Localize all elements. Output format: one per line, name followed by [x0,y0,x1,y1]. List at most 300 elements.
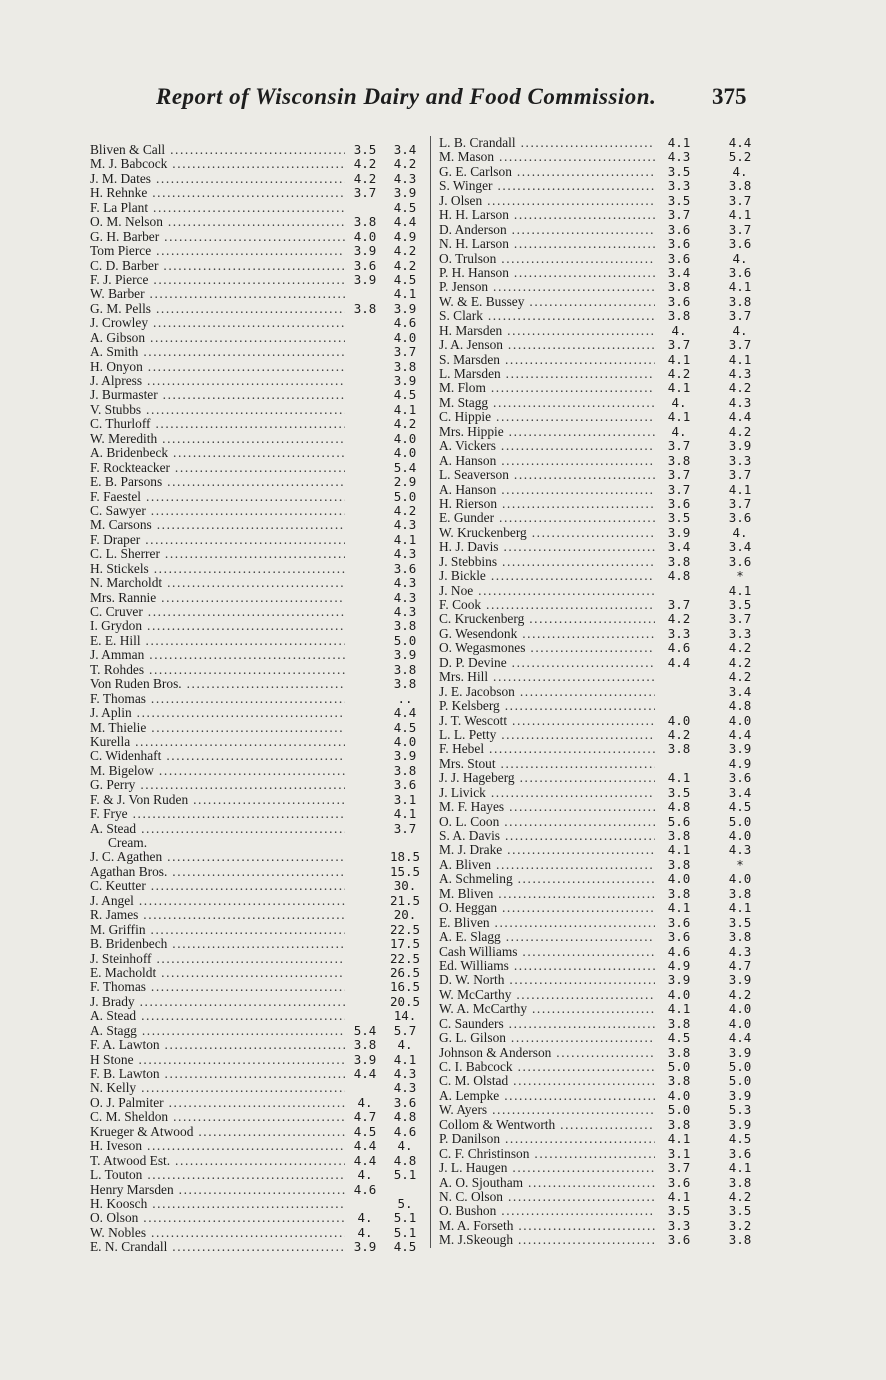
table-row [431,916,781,930]
table-row [90,157,436,171]
test-value-second: 4.1 [386,1053,424,1067]
test-value-second: 4.0 [728,828,752,843]
patron-name: Kurella ..... [90,735,345,749]
page-number: 375 [712,84,747,109]
patron-name: S. Marsden ..... [439,353,655,367]
patron-name: H. Stickels ..... [90,562,345,576]
test-value-second: 4.2 [728,669,752,685]
test-value-second: 4. [732,250,748,266]
test-value-first: 4.4 [348,1154,382,1168]
test-value-second: 5.1 [386,1226,424,1240]
patron-name: C. Widenhaft ..... [90,749,345,763]
test-value-second: 4.2 [728,986,752,1002]
test-value-second: 3.3 [728,625,752,641]
test-value-first: 4.6 [657,641,701,655]
table-row [90,908,436,922]
table-row [431,930,781,944]
test-value-second: 5. [386,1197,424,1211]
patron-name: F. La Plant ..... [90,201,345,215]
patron-name: J. Crowley ..... [90,316,345,330]
table-row [90,1053,436,1067]
table-row [431,714,781,728]
test-value-second: 4.3 [728,842,752,858]
test-value-second: 3.7 [728,308,752,324]
table-row [431,699,781,713]
test-value-second: 4.1 [386,287,424,301]
test-value-first: 3.8 [348,302,382,316]
table-row [431,1161,781,1175]
table-row [431,179,781,193]
table-row [90,952,436,966]
patron-name: Mrs. Stout ..... [439,757,655,771]
patron-name: J. Amman ..... [90,648,345,662]
test-value-first: 4.6 [348,1183,382,1197]
patron-name: G. H. Barber ..... [90,230,345,244]
test-value-second: 3.9 [728,1087,752,1103]
test-value-first: 3.6 [657,223,701,237]
patron-name: P. Kelsberg ..... [439,699,655,713]
test-value-first: 3.6 [657,295,701,309]
table-row [90,1024,436,1038]
patron-name: D. Anderson ..... [439,223,655,237]
test-value-second: 5.4 [386,461,424,475]
patron-name: P. Danilson ..... [439,1132,655,1146]
test-value-first: 4.2 [348,157,382,171]
test-value-first: 4.2 [348,172,382,186]
table-row [90,576,436,590]
test-value-second: 4.5 [386,721,424,735]
test-value-second: 17.5 [386,937,424,951]
test-value-second: 3.6 [728,510,752,526]
patron-name: W. & E. Bussey ..... [439,295,655,309]
patron-name: H. Koosch ..... [90,1197,345,1211]
patron-name: Tom Pierce ..... [90,244,345,258]
test-value-first: 4.1 [657,353,701,367]
test-value-second: 4.1 [728,582,752,598]
right-column-table [430,136,781,1248]
test-value-first: 4.2 [657,728,701,742]
test-value-second: 4.6 [386,1125,424,1139]
test-value-second: 4.5 [728,1131,752,1147]
test-value-second: 21.5 [386,894,424,908]
test-value-first: 3.4 [657,266,701,280]
patron-name: S. Clark ..... [439,309,655,323]
patron-name: C. I. Babcock ..... [439,1060,655,1074]
test-value-second: 4.5 [386,273,424,287]
table-row [90,793,436,807]
test-value-second: 4.2 [386,157,424,171]
test-value-second: 4.4 [386,215,424,229]
table-row [90,388,436,402]
table-row [431,425,781,439]
test-value-first: 4.0 [657,714,701,728]
table-row [431,901,781,915]
patron-name: A. Schmeling ..... [439,872,655,886]
test-value-second: 4.1 [386,403,424,417]
patron-name: Mrs. Rannie ..... [90,591,345,605]
table-row [431,641,781,655]
table-row [90,143,436,157]
table-row [431,1118,781,1132]
test-value-first: 3.6 [657,930,701,944]
test-value-second: 3.7 [728,611,752,627]
table-row [431,742,781,756]
patron-name: H. Iveson ..... [90,1139,345,1153]
test-value-first: 3.8 [657,280,701,294]
test-value-second: 4.4 [728,726,752,742]
patron-name: J. Livick ..... [439,786,655,800]
test-value-second: 3.6 [386,562,424,576]
table-row [431,555,781,569]
patron-name: G. L. Gilson ..... [439,1031,655,1045]
table-row [90,980,436,994]
test-value-first: 4.1 [657,1132,701,1146]
patron-name: M. Stagg ..... [439,396,655,410]
test-value-second: 3.8 [386,663,424,677]
test-value-second: 4.1 [728,351,752,367]
test-value-second: 4.0 [728,1015,752,1031]
test-value-first: 4.3 [657,150,701,164]
table-row [431,757,781,771]
test-value-second: 5.1 [386,1211,424,1225]
patron-name: W. Barber ..... [90,287,345,301]
test-value-first: 4. [348,1096,382,1110]
test-value-second: 3.6 [386,778,424,792]
patron-name: Von Ruden Bros. ..... [90,677,345,691]
patron-name: J. Bickle ..... [439,569,655,583]
test-value-second: 5.1 [386,1168,424,1182]
test-value-first: 3.5 [657,1204,701,1218]
table-row [431,280,781,294]
patron-name: Collom & Wentworth ..... [439,1118,655,1132]
table-row [431,887,781,901]
table-row [90,735,436,749]
test-value-second: 3.8 [728,885,752,901]
patron-name: F. Faestel ..... [90,490,345,504]
test-value-second: 4.2 [386,504,424,518]
test-value-second: 3.7 [728,467,752,483]
patron-name: A. O. Sjoutham ..... [439,1176,655,1190]
table-row [90,446,436,460]
patron-name: Ed. Williams ..... [439,959,655,973]
test-value-second: 3.9 [386,186,424,200]
test-value-first: 4.8 [657,569,701,583]
test-value-second: 4.0 [386,331,424,345]
running-header-title: Report of Wisconsin Dairy and Food Commission. [156,84,657,109]
table-row [431,800,781,814]
table-row [431,815,781,829]
test-value-second: 4.2 [728,640,752,656]
test-value-first: 4.7 [348,1110,382,1124]
table-row [431,454,781,468]
test-value-first: 4.0 [657,872,701,886]
patron-name: F. A. Lawton ..... [90,1038,345,1052]
test-value-second: 3.4 [728,683,752,699]
test-value-first: 3.9 [348,1240,382,1254]
patron-name: J. Burmaster ..... [90,388,345,402]
test-value-first: 4. [657,425,701,439]
test-value-first: 3.8 [657,555,701,569]
table-row [431,1219,781,1233]
patron-name: M. Mason ..... [439,150,655,164]
table-row [431,858,781,872]
test-value-first: 4.2 [657,612,701,626]
patron-name: P. Jenson ..... [439,280,655,294]
test-value-first: 5.0 [657,1103,701,1117]
test-value-second: 3.6 [728,264,752,280]
test-value-second: 3.8 [728,1232,752,1248]
test-value-second: 3.9 [386,749,424,763]
table-row [90,634,436,648]
table-row [431,136,781,150]
patron-name: C. Sawyer ..... [90,504,345,518]
test-value-second: 15.5 [386,865,424,879]
test-value-second: 3.9 [728,741,752,757]
patron-name: E. E. Hill ..... [90,634,345,648]
test-value-second: 4.1 [728,207,752,223]
patron-name: N. C. Olson ..... [439,1190,655,1204]
test-value-second: 4.8 [386,1154,424,1168]
table-row [90,1009,436,1023]
test-value-second: 26.5 [386,966,424,980]
table-row [90,591,436,605]
table-row [90,995,436,1009]
test-value-second: 3.9 [386,648,424,662]
test-value-second: 3.5 [728,914,752,930]
test-value-second: 5.0 [386,634,424,648]
test-value-first: 3.8 [657,1017,701,1031]
table-row [431,1002,781,1016]
test-value-first: 4.0 [348,230,382,244]
patron-name: Agathan Bros. ..... [90,865,345,879]
patron-name: J. Angel ..... [90,894,345,908]
test-value-second: 3.6 [728,553,752,569]
table-row [431,381,781,395]
test-value-second: 4.1 [728,900,752,916]
patron-name: A. Stead ..... [90,822,345,836]
table-row [90,937,436,951]
patron-name: J. C. Agathen ..... [90,850,345,864]
table-row [90,461,436,475]
patron-name: Henry Marsden ..... [90,1183,345,1197]
table-row [90,360,436,374]
table-row [90,316,436,330]
test-value-second: 4.8 [386,1110,424,1124]
test-value-second: 5.3 [728,1102,752,1118]
table-row [90,1154,436,1168]
table-row [431,483,781,497]
table-row [90,865,436,879]
test-value-first: 4.4 [657,656,701,670]
patron-name: G. Perry ..... [90,778,345,792]
table-row [431,1103,781,1117]
test-value-second: 3.9 [728,438,752,454]
test-value-second: 4.0 [728,712,752,728]
table-row [90,1081,436,1095]
table-row [431,829,781,843]
table-row [90,1197,436,1211]
test-value-first: 4.6 [657,945,701,959]
table-row [431,598,781,612]
table-row [431,988,781,1002]
table-row [431,150,781,164]
test-value-second: 4. [386,1038,424,1052]
table-row [431,685,781,699]
table-row [431,367,781,381]
test-value-first: 4.0 [657,988,701,1002]
patron-name: O. Bushon ..... [439,1204,655,1218]
test-value-first: 3.5 [348,143,382,157]
patron-name: C. Thurloff ..... [90,417,345,431]
test-value-second: 4.7 [728,957,752,973]
patron-name: E. Bliven ..... [439,916,655,930]
test-value-second: 3.8 [386,619,424,633]
table-row [90,215,436,229]
test-value-second: 5.0 [728,1073,752,1089]
table-row [431,309,781,323]
patron-name: O. Olson ..... [90,1211,345,1225]
test-value-second: 4.5 [386,201,424,215]
test-value-first: 4. [348,1226,382,1240]
table-row [90,302,436,316]
test-value-second: 3.9 [728,972,752,988]
test-value-first: 5.0 [657,1060,701,1074]
test-value-first: 3.5 [657,194,701,208]
test-value-first: 3.8 [657,887,701,901]
patron-name: W. McCarthy ..... [439,988,655,1002]
test-value-first: 4.1 [657,136,701,150]
test-value-first: 4.4 [348,1139,382,1153]
table-row [90,172,436,186]
test-value-first: 3.6 [348,259,382,273]
table-row [90,822,436,836]
table-row [90,764,436,778]
patron-name: H. Marsden ..... [439,324,655,338]
test-value-first: 4.1 [657,771,701,785]
test-value-first: 3.8 [657,858,701,872]
patron-name: Mrs. Hippie ..... [439,425,655,439]
test-value-second: 3.7 [728,337,752,353]
patron-name: O. Wegasmones ..... [439,641,655,655]
table-row [431,1233,781,1247]
test-value-second: 4.5 [728,799,752,815]
test-value-first: 4.0 [657,1089,701,1103]
patron-name: J. A. Jenson ..... [439,338,655,352]
patron-name: Bliven & Call ..... [90,143,345,157]
table-row [431,569,781,583]
patron-name: P. H. Hanson ..... [439,266,655,280]
test-value-first: 4.5 [657,1031,701,1045]
test-value-second: 4.3 [386,605,424,619]
table-row [90,244,436,258]
table-row [90,663,436,677]
test-value-first: 3.8 [657,742,701,756]
patron-name: F. Thomas ..... [90,980,345,994]
table-row [90,605,436,619]
test-value-first: 5.4 [348,1024,382,1038]
table-row [431,468,781,482]
patron-name: W. Nobles ..... [90,1226,345,1240]
patron-name: C. Kruckenberg ..... [439,612,655,626]
test-value-first: 5.6 [657,815,701,829]
test-value-first: 4.1 [657,381,701,395]
patron-name: F. J. Pierce ..... [90,273,345,287]
table-row [431,194,781,208]
table-row [90,547,436,561]
test-value-first: 3.8 [657,454,701,468]
patron-name: F. Rockteacker ..... [90,461,345,475]
table-row [90,778,436,792]
table-row [90,1183,436,1197]
table-row [90,836,436,850]
patron-name: W. Ayers ..... [439,1103,655,1117]
test-value-first: 3.7 [348,186,382,200]
table-row [90,879,436,893]
test-value-second: 5.0 [386,490,424,504]
table-row [431,670,781,684]
patron-name: M. Griffin ..... [90,923,345,937]
table-row [90,186,436,200]
patron-name: J. Noe ..... [439,584,655,598]
test-value-first: 3.7 [657,1161,701,1175]
patron-name: H. Rehnke ..... [90,186,345,200]
table-row [431,266,781,280]
test-value-second: 4.4 [386,706,424,720]
test-value-first: 4.4 [348,1067,382,1081]
patron-name: M. Flom ..... [439,381,655,395]
test-value-second: 4.1 [728,1160,752,1176]
table-row [431,1204,781,1218]
table-row [90,706,436,720]
patron-name: A. Bliven ..... [439,858,655,872]
table-row [90,374,436,388]
table-row [431,208,781,222]
test-value-first: 3.4 [657,540,701,554]
patron-name: M. A. Forseth ..... [439,1219,655,1233]
patron-name: N. Marcholdt ..... [90,576,345,590]
patron-name: H. J. Davis ..... [439,540,655,554]
test-value-second: 4.4 [728,409,752,425]
patron-name: D. P. Devine ..... [439,656,655,670]
table-row [431,959,781,973]
test-value-second: 4.3 [386,576,424,590]
patron-name: A. Gibson ..... [90,331,345,345]
patron-name: O. Trulson ..... [439,252,655,266]
test-value-second: 3.8 [728,929,752,945]
table-row [90,331,436,345]
patron-name: F. B. Lawton ..... [90,1067,345,1081]
test-value-second: 4.1 [728,279,752,295]
patron-name: A. Stead ..... [90,1009,345,1023]
table-row [431,843,781,857]
test-value-second: 3.8 [728,293,752,309]
test-value-first: 3.8 [657,1046,701,1060]
table-row [431,973,781,987]
test-value-first: 4. [657,396,701,410]
table-row [90,562,436,576]
table-row [431,511,781,525]
patron-name: C. L. Sherrer ..... [90,547,345,561]
patron-name: A. Hanson ..... [439,454,655,468]
test-value-first: 4.9 [657,959,701,973]
patron-name: A. Stagg ..... [90,1024,345,1038]
patron-name: M. J.Skeough ..... [439,1233,655,1247]
patron-name: W. Meredith ..... [90,432,345,446]
table-row [90,403,436,417]
test-value-second: 4.4 [728,135,752,150]
test-value-second: 4.3 [386,547,424,561]
test-value-second: 3.9 [386,374,424,388]
